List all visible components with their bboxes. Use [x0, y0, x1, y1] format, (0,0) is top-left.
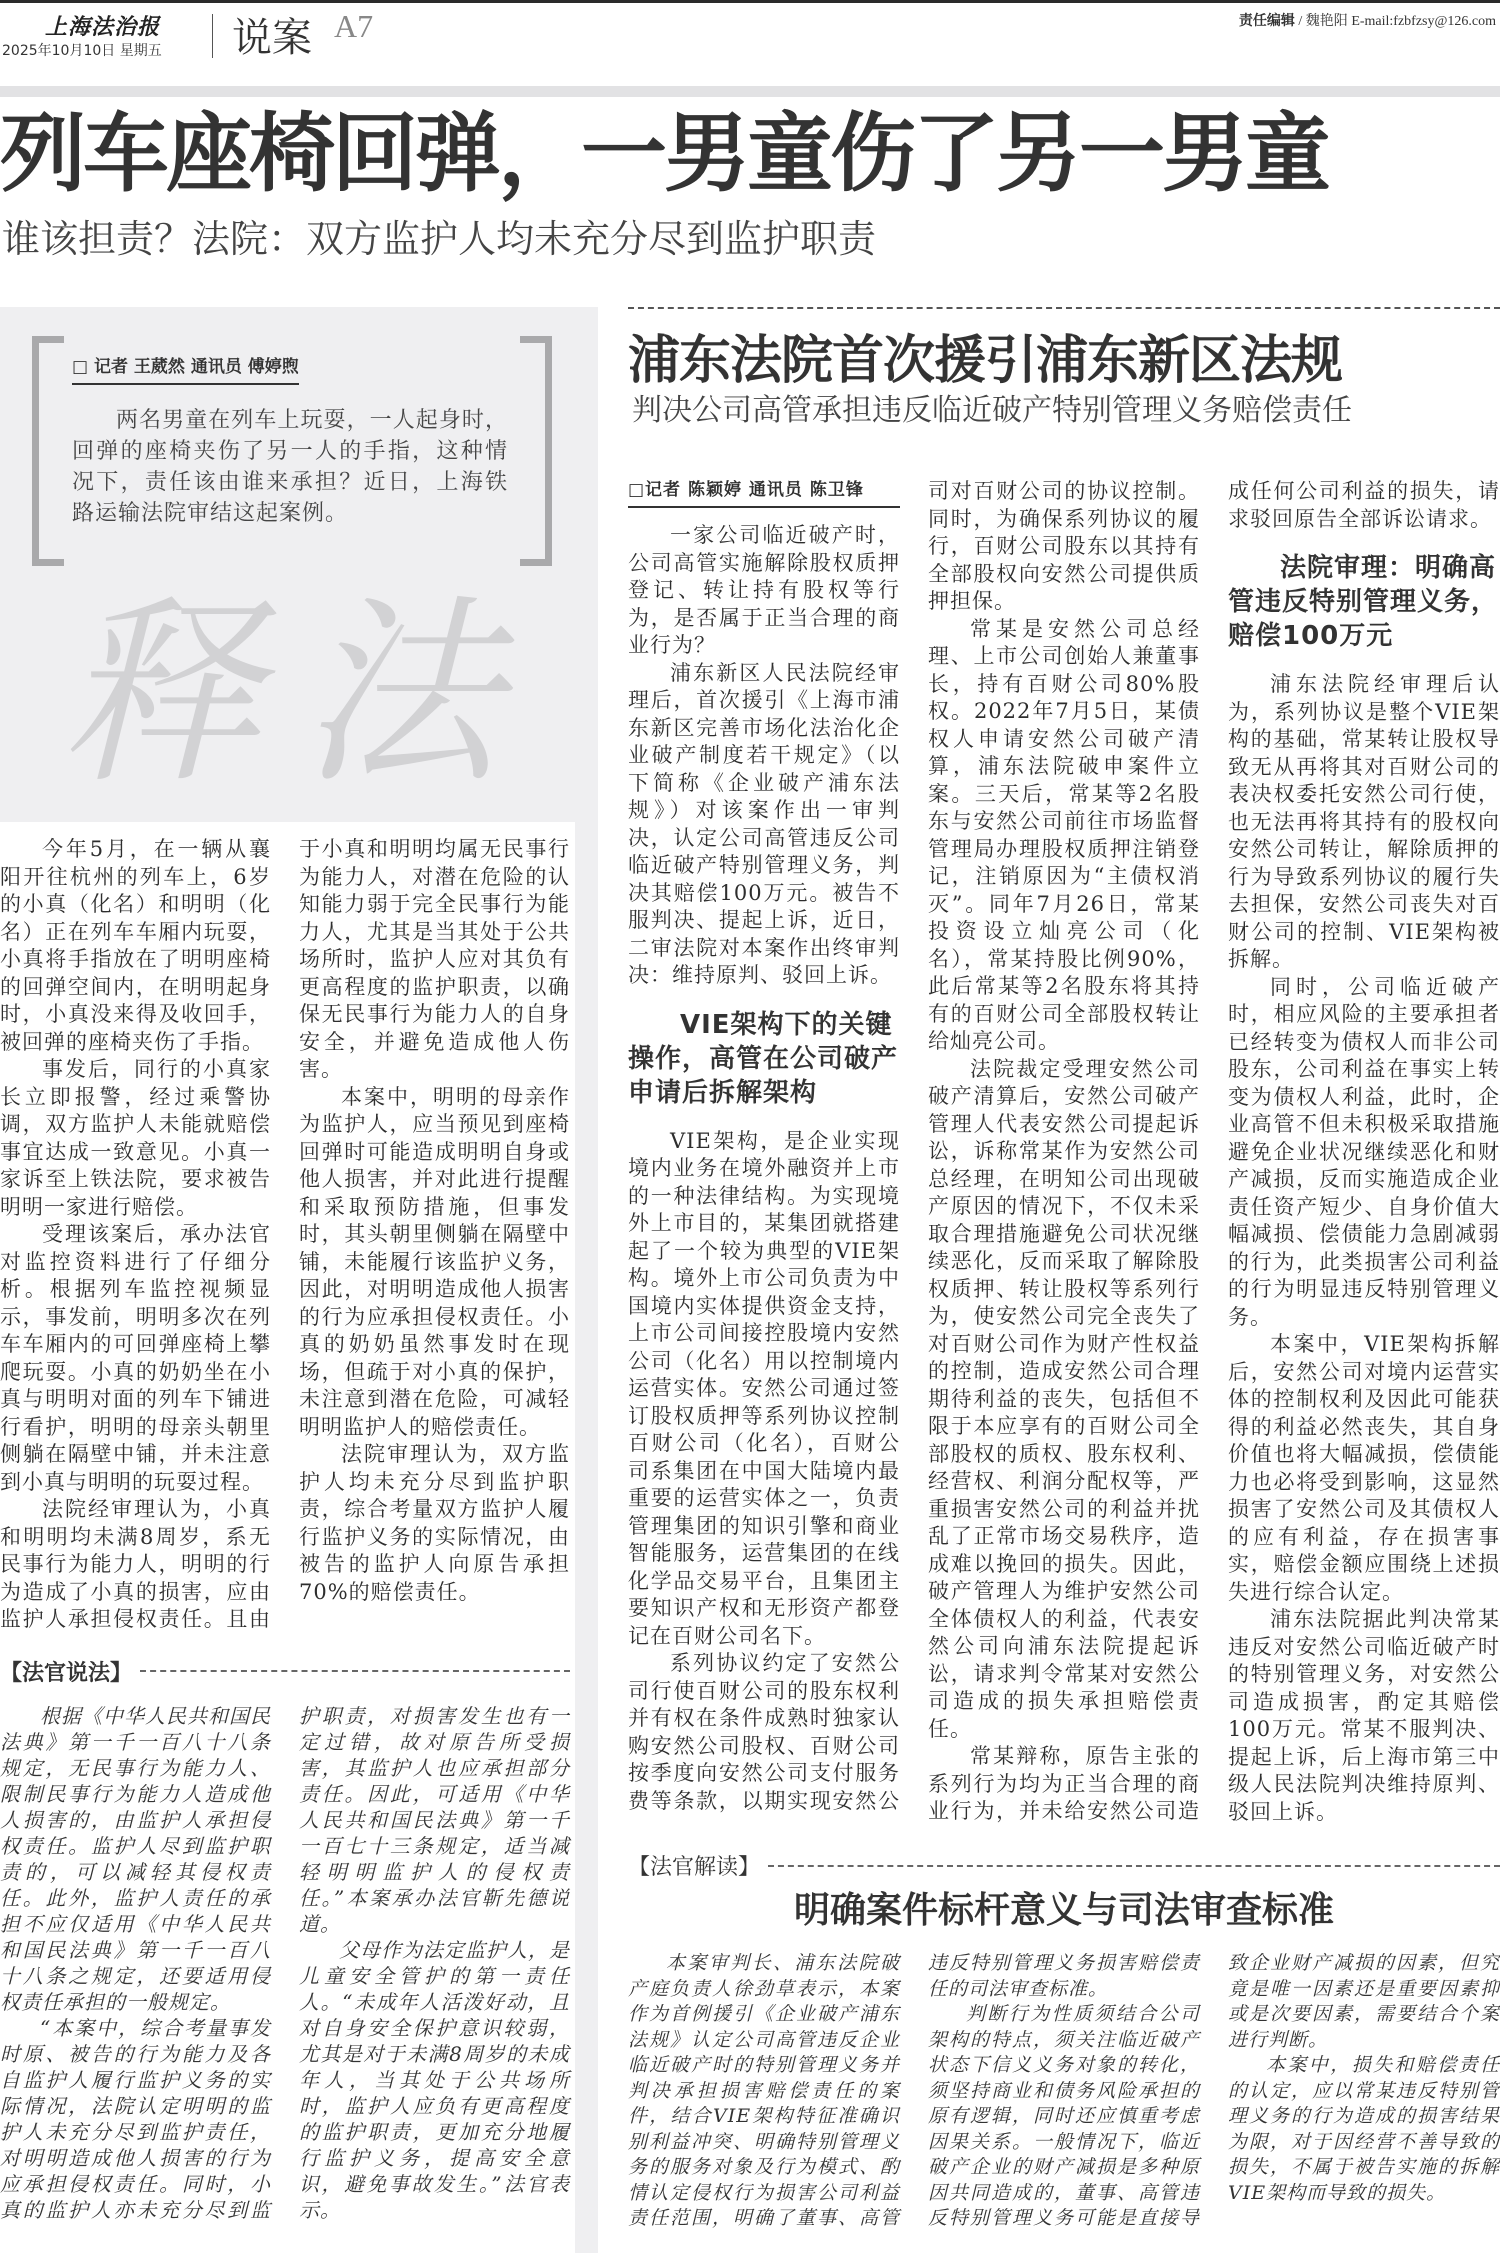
- second-article-body: [628, 478, 1500, 1826]
- section-name: 说案: [232, 15, 312, 61]
- main-subheadline: 谁该担责？法院：双方监护人均未充分尽到监护职责: [2, 217, 877, 261]
- page-number: A7: [334, 8, 374, 44]
- paragraph: 根据《中华人民共和国民法典》第一千一百八十八条规定，无民事行为能力人、限制民事行为能力人造成他人损害的，由监护人承担侵权责任。监护人尽到监护职责的，可以减轻其侵权责任。此外，监护人责任的承担不应仅适用《中华人民共和国民法典》第一千一百八十八条之规定，还要适用侵权责任承担的一般规定。: [0, 1703, 271, 2014]
- section-subheading: VIE架构下的关键操作，高管在公司破产申请后拆解架构: [628, 1009, 899, 1108]
- interpretation-body: [628, 1951, 1500, 2232]
- judge-interpretation-tag: 【法官解读】: [628, 1855, 761, 1880]
- paragraph: 法院经审理认为，小真和明明均未满8周岁，系无民事行为能力人，明明的行为造成了小真的损害，应由监护人承担侵权责任。且由于小真和明明均属无民事行为能力人，对潜在危险的认知能力弱于完全民事行为能力人，尤其是当其处于公共场所时，监护人应对其负有更高程度的监护职责，以确保无民事行为能力人的自身安全，并避免造成他人伤害。: [0, 837, 570, 1631]
- section-watermark: 释法: [60, 578, 541, 811]
- editor-credit: [1239, 10, 1496, 30]
- interpretation-title: 明确案件标杆意义与司法审查标准: [793, 1890, 1334, 1931]
- issue-date: 2025年10月10日 星期五: [2, 43, 162, 59]
- intro-lead: 两名男童在列车上玩耍，一人起身时，回弹的座椅夹伤了另一人的手指，这种情况下，责任该由谁来承担？近日，上海铁路运输法院审结这起案例。: [72, 408, 508, 526]
- main-headline: 列车座椅回弹，一男童伤了另一男童: [0, 104, 1328, 204]
- left-story-flow: [0, 836, 570, 2223]
- paragraph: 本案中，明明的母亲作为监护人，应当预见到座椅回弹时可能造成明明自身或他人损害，并对此进行提醒和采取预防措施，但事发时，其头朝里侧躺在隔壁中铺，未能履行该监护义务，因此，对明明造成他人损害的行为应承担侵权责任。小真的奶奶虽然事发时在现场，但疏于对小真的保护，未注意到潜在危险，可减轻明明监护人的赔偿责任。: [299, 1084, 570, 1439]
- judge-says-header: [0, 1656, 570, 1687]
- section-subheading: 法院审理：明确高管违反特别管理义务，赔偿100万元: [1228, 553, 1499, 651]
- paragraph: 本案中，损失和赔偿责任的认定，应以常某违反特别管理义务的行为造成的损害结果为限，对于因经营不善导致的损失，不属于被告实施的拆解VIE架构而导致的损失。: [1228, 2054, 1500, 2204]
- paragraph: 事发后，同行的小真家长立即报警，经过乘警协调，双方监护人未能就赔偿事宜达成一致意见。小真一家诉至上铁法院，要求被告明明一家进行赔偿。: [0, 1057, 271, 1219]
- paragraph: 浦东法院经审理后认为，系列协议是整个VIE架构的基础，常某转让股权导致无从再将其对百财公司的表决权委托安然公司行使，也无法再将其持有的股权向安然公司转让，解除质押的行为导致系列协议的履行失去担保，安然公司丧失对百财公司的控制、VIE架构被拆解。: [1228, 672, 1500, 971]
- paragraph: 判断行为性质须结合公司架构的特点，须关注临近破产状态下信义义务对象的转化，须坚持商业和债务风险承担的原有逻辑，同时还应慎重考虑因果关系。一般情况下，临近破产企业的财产减损是多种原因共同造成的，董事、高管违反特别管理义务可能是直接导致企业财产减损的因素，但究竟是唯一因素还是重要因素抑或是次要因素，需要结合个案进行判断。: [928, 1952, 1500, 2229]
- paragraph: 浦东法院据此判决常某违反对安然公司临近破产时的特别管理义务，对安然公司造成损害，酌定其赔偿100万元。常某不服判决、提起上诉，后上海市第三中级人民法院判决维持原判、驳回上诉。: [1228, 1607, 1500, 1824]
- bracket-right: [520, 336, 552, 566]
- right-story-flow: [628, 478, 1500, 2232]
- judge-says-tag: 【法官说法】: [0, 1660, 133, 1686]
- editor-name: / 魏艳阳: [1298, 14, 1348, 29]
- paragraph: 一家公司临近破产时，公司高管实施解除股权质押登记、转让持有股权等行为，是否属于正当合理的商业行为？: [628, 523, 900, 657]
- top-rule: [0, 0, 1500, 3]
- judge-interpretation-header: [628, 1850, 1500, 1881]
- bracket-left: [32, 336, 64, 566]
- byline: □ 记者 王葳然 通讯员 傅婷煦: [72, 352, 299, 385]
- paragraph: 法院审理认为，双方监护人均未充分尽到监护职责，综合考量双方监护人履行监护义务的实际情况，由被告的监护人向原告承担70%的赔偿责任。: [299, 1442, 570, 1604]
- masthead-divider: [212, 14, 213, 58]
- paragraph: 系列协议约定了安然公司行使百财公司的股东权利并有权在条件成熟时独家认购安然公司股权、百财公司按季度向安然公司支付服务费等条款，以期实现安然公司对百财公司的协议控制。同时，为确保系列协议的履行，百财公司股东以其持有全部股权向安然公司提供质押担保。: [628, 479, 1200, 1813]
- editor-email: E-mail:fzbfzsy@126.com: [1351, 14, 1496, 29]
- judge-says-body: [0, 1703, 570, 2223]
- dashed-rule: [768, 1865, 1500, 1867]
- newspaper-logo: 上海法治报: [45, 14, 161, 40]
- byline: □记者 陈颖婷 通讯员 陈卫锋: [628, 478, 900, 508]
- paragraph: 常某是安然公司总经理、上市公司创始人兼董事长，持有百财公司80%股权。2022年7月5日，某债权人申请安然公司破产清算，浦东法院破申案件立案。三天后，常某等2名股东与安然公司前往市场监督管理局办理股权质押注销登记，注销原因为“主债权消灭”。同年7月26日，常某投资设立灿亮公司（化名），常某持股比例90%，此后常某等2名股东将其持有的百财公司全部股权转让给灿亮公司。: [928, 616, 1200, 1053]
- paragraph: 同时，公司临近破产时，相应风险的主要承担者已经转变为债权人而非公司股东，公司利益在事实上转变为债权人利益，此时，企业高管不但未积极采取措施避免企业状况继续恶化和财产减损，反而实施造成企业责任资产短少、自身价值大幅减损、偿债能力急剧减弱的行为，此类损害公司利益的行为明显违反特别管理义务。: [1228, 974, 1500, 1329]
- paragraph: 浦东新区人民法院经审理后，首次援引《上海市浦东新区完善市场化法治化企业破产制度若干规定》（以下简称《企业破产浦东法规》）对该案作出一审判决，认定公司高管违反公司临近破产特别管理义务，判决其赔偿100万元。被告不服判决、提起上诉，近日，二审法院对本案作出终审判决：维持原判、驳回上诉。: [628, 660, 900, 987]
- dashed-rule: [628, 307, 1500, 309]
- paragraph: 本案中，VIE架构拆解后，安然公司对境内运营实体的控制权利及因此可能获得的利益必然丧失，其自身价值也将大幅减损，偿债能力也必将受到影响，这显然损害了安然公司及其债权人的应有利益，存在损害事实，赔偿金额应围绕上述损失进行综合认定。: [1228, 1332, 1500, 1604]
- header-band: [0, 86, 1500, 97]
- paragraph: 法院裁定受理安然公司破产清算后，安然公司破产管理人代表安然公司提起诉讼，诉称常某作为安然公司总经理，在明知公司出现破产原因的情况下，不仅未采取合理措施避免公司状况继续恶化，反而采取了解除股权质押、转让股权等系列行为，使安然公司完全丧失了对百财公司作为财产性权益的控制，造成安然公司合理期待利益的丧失，包括但不限于本应享有的百财公司全部股权的质权、股东权利、经营权、利润分配权等，严重损害安然公司的利益并扰乱了正常市场交易秩序，造成难以挽回的损失。因此，破产管理人为维护安然公司全体债权人的利益，代表安然公司向浦东法院提起诉讼，请求判令常某对安然公司造成的损失承担赔偿责任。: [928, 1056, 1200, 1741]
- paragraph: 今年5月，在一辆从襄阳开往杭州的列车上，6岁的小真（化名）和明明（化名）正在列车车厢内玩耍，小真将手指放在了明明座椅的回弹空间内，在明明起身时，小真没来得及收回手，被回弹的座椅夹伤了手指。: [0, 837, 271, 1054]
- paragraph: VIE架构，是企业实现境内业务在境外融资并上市的一种法律结构。为实现境外上市目的，某集团就搭建起了一个较为典型的VIE架构。境外上市公司负责为中国境内实体提供资金支持，上市公司间接控股境内安然公司（化名）用以控制境内运营实体。安然公司通过签订股权质押等系列协议控制百财公司（化名），百财公司系集团在中国大陆境内最重要的运营实体之一，负责管理集团的知识引擎和商业智能服务，运营集团的在线化学品交易平台，且集团主要知识产权和无形资产都登记在百财公司名下。: [628, 1128, 900, 1648]
- second-subheadline: 判决公司高管承担违反临近破产特别管理义务赔偿责任: [632, 393, 1352, 428]
- editor-label: 责任编辑: [1238, 13, 1295, 29]
- paragraph: 本案审判长、浦东法院破产庭负责人徐劲草表示，本案作为首例援引《企业破产浦东法规》认定公司高管违反企业临近破产时的特别管理义务并判决承担损害赔偿责任的案件，结合VIE架构特征准确识别利益冲突、明确特别管理义务的服务对象及行为模式、酌情认定侵权行为损害公司利益责任范围，明确了董事、高管违反特别管理义务损害赔偿责任的司法审查标准。: [628, 1952, 1200, 2229]
- paragraph: 受理该案后，承办法官对监控资料进行了仔细分析。根据列车监控视频显示，事发前，明明多次在列车车厢内的可回弹座椅上攀爬玩耍。小真的奶奶坐在小真与明明对面的列车下铺进行看护，明明的母亲头朝里侧躺在隔壁中铺，并未注意到小真与明明的玩耍过程。: [0, 1222, 271, 1494]
- second-headline: 浦东法院首次援引浦东新区法规: [628, 331, 1343, 391]
- main-article-body: [0, 836, 570, 1634]
- paragraph: 父母作为法定监护人，是儿童安全管护的第一责任人。“未成年人活泼好动，且对自身安全保护意识较弱，尤其是对于未满8周岁的未成年人，当其处于公共场所时，监护人应负有更高程度的监护职责，更加充分地履行监护义务，提高安全意识，避免事故发生。”法官表示。: [299, 1937, 570, 2222]
- paragraph: 常某辩称，原告主张的系列行为均为正当合理的商业行为，并未给安然公司造成任何公司利益的损失，请求驳回原告全部诉讼请求。: [928, 479, 1500, 1823]
- dashed-rule: [140, 1670, 570, 1672]
- paragraph: “本案中，综合考量事发时原、被告的行为能力及各自监护人履行监护义务的实际情况，法院认定明明的监护人未充分尽到监护责任，对明明造成他人损害的行为应承担侵权责任。同时，小真的监护人亦未充分尽到监护职责，对损害发生也有一定过错，故对原告所受损害，其监护人也应承担部分责任。因此，可适用《中华人民共和国民法典》第一千一百七十三条规定，适当减轻明明监护人的侵权责任。”本案承办法官靳先德说道。: [0, 1703, 570, 2222]
